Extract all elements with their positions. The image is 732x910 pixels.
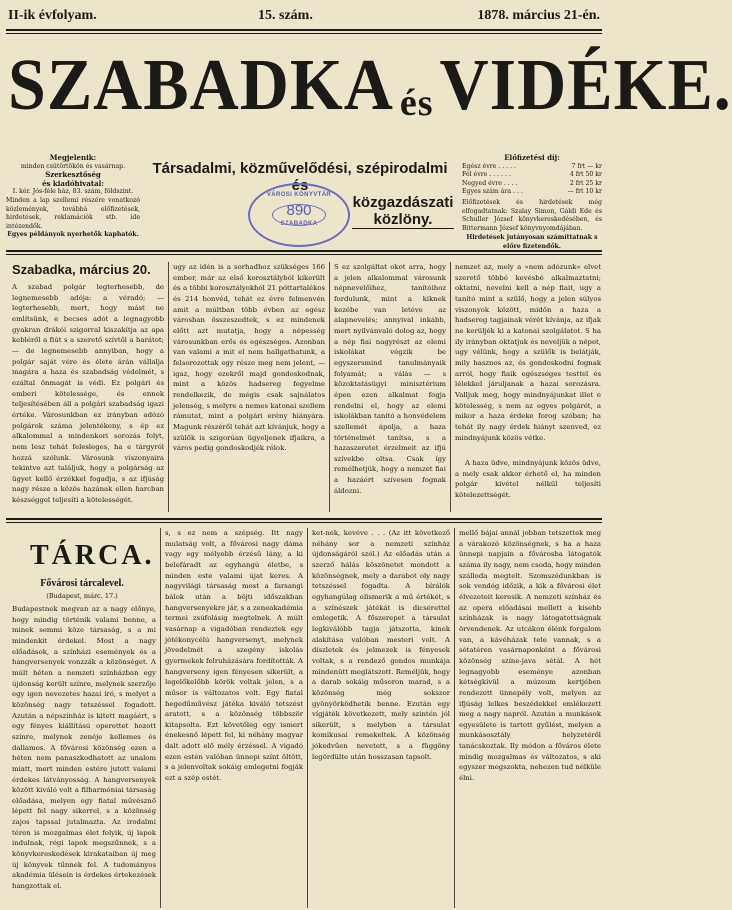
column-text: A haza üdve, mindnyájunk közös üdve, a mely csak akkor érhető el, ha minden polgár kivétel nélkül teljesíti kötelezettségét. (455, 459, 601, 499)
column-divider (160, 528, 161, 908)
price-label: Egész évre . . . . . (462, 162, 516, 170)
feuilleton-column-2 (165, 528, 303, 904)
issue-number: 15. szám. (258, 8, 313, 23)
publication-schedule: minden csütörtökön és vasárnap. (20, 162, 126, 170)
column-text: ugy az idén is a sorhadhoz szükséges 166 ember, már az első korosztályból kikerült és a többi korosztályokból 21 póttartalékos és 214 honvéd, tehát ez évre felmenvén amit a múltban több évben az egész városban összeszedtek, s ez mindenek előtt azt mutatja, hogy a népesség városunkban erős és egészséges. Azonban van valami a mit el nem hallgathatunk, a felsorozottak egy része meg nem jelent, — igaz, hogy ezekről majd gondoskodnak, mint a közös hadsereg fegyelme rendelkezik, de mégis csak sajnálatos jelenség, s melyre a nemes katonai szellem rámutat, mint a polgári erény hiányára. Magunk részéről tehát azt kívánjuk, hogy a szülők is szigorúan ügyeljenek ifjaikra, a város pedig gondoskodjék rólok. (173, 263, 325, 453)
masthead (8, 42, 732, 126)
single-copy-notice: Egyes példányok nyerhetők kaphatók. (7, 231, 139, 239)
column-text: nemzet az, mely a »nem adózunk« elvet szerető többé kevésbé alkalmaztatni; oktatni, nevelni kell a nép fiait, ugy a tanító mint a szülő, hogy a jelen súlyos viszonyok között, midőn a haza a hadsereg tagjainak vérét kívánja, az ifjak ne kerüljék ki a katonai szolgálatot. S ha ily irányban oktatjuk és neveljük a népet, ugy vélünk, hogy a szülők is belátják, mily hasznos az, és gondoskodni fognak arról, hogy fiaik egészséges testtel és lélekkel járuljanak a hazai sorozásra. Valljuk meg, hogy mindnyájunkat illet e kötelesség, s nem az egyes polgárét, a mikor a haza érdeke forog szóban; ha tehát ily nagy érdek hiányt szenved, ez mindnyájunk közös vétke. (455, 263, 601, 442)
feuilleton-column-3 (312, 528, 450, 904)
subscription-places: Előfizetések és hirdetések még elfogadtatnak: Szalay Simon, Gáldi Ede és Schuller József könyvkereskedésében, és Bittermann József könyvnyomdájában. (462, 198, 602, 232)
masthead-bottom-rule-thin (6, 254, 602, 255)
price-row (462, 180, 602, 189)
column-divider (307, 528, 308, 908)
office-notice: Minden a lap szellemi részére vonatkozó közlemények, továbbá előfizetések, hirdetések, reklamációk stb. ide intézendők. (6, 196, 140, 230)
price-value: 2 frt 25 kr (569, 179, 602, 187)
stamp-number: 890 (286, 202, 312, 219)
publication-info (6, 154, 140, 240)
library-stamp (248, 183, 350, 247)
column-text: Budapestnek megvan az a nagy előnye, hogy mindig történik valami benne, a minek semmi köze társaság, s a mi mindenkit érdekel. Most a nagy előadások, a színházi események és a hangversenyek vonzzák a közönséget. A múlt héten a nemzeti színházban egy újdonság került színre, melynek szerzője egy igen nevezetes hazai író, s melyet a közönség nagy tetszéssel fogadott. Azután a népszínház is kitett magáért, s egy fényes kiállítású operettet hozott színre, melynek zenéje kellemes és dallamos. A fővárosi közönség ezen a héten nem panaszkodhatott az unalom miatt, mert minden estére jutott valami érdekes látványosság. A hangversenyek között kiváló volt a filharmóniai társaság előadása, melyen egy fiatal művésznő lépett fel nagy sikerrel, s a közönség zajos tapssal jutalmazta. Az irodalmi téren is mozgalmas élet folyik, új lapok indulnak, régi lapok megszűnnek, s a könyvkereskedések kirakataiban új meg új könyvek tűnnek fel. A tudományos akadémia ülésein is érdekes értekezések hangzottak el. (12, 605, 156, 891)
subtitle-line2: közgazdászati közlöny. (352, 194, 454, 228)
column-divider (329, 262, 330, 512)
tarca-title: TÁRCA. (30, 540, 155, 571)
header-rule (6, 29, 602, 31)
article-column-4-end (455, 458, 601, 510)
masthead-bottom-rule (6, 250, 602, 252)
price-value: 7 frt — kr (571, 162, 602, 170)
article-column-2 (173, 262, 325, 510)
tarca-place: (Budapest, márc. 17.) (46, 592, 118, 600)
price-label: Fél évre . . . . . . (462, 171, 511, 179)
publication-heading: Megjelenik: (49, 153, 97, 162)
column-text: A szabad polgár legterhesebb, de legnemesebb adója: a véradó; — legterhesebb, mert, hogy mást ne említsünk, e becses adót a legnagyobb gyakran drákói szigorral kiszakítja az apa kebléről a fiút s a szerető szívtől a barátot; — de legnemesebb annyiban, hogy a polgár saját vére és élete árán vállalja magára a haza és szabadság védelmét, s ezáltal önmagát is védi. Ez polgári és emberi kötelessége, és ennek teljesítésében áll a polgári szabadság igazi értéke. Városunkban ez irányban adózó polgárok száma jelentékeny, s ép ez alkalommal a mindenkori sorozás folyt, nem lesz tehát felesleges, ha e tárgyról hozzá szólunk. Városunk viszonyaira tekintve azt találjuk, hogy a polgárság az ügyet kellő érzékkel fogadja, s az ifjúság nagy része a közös hazának ellen harcban készséggel teljesíti a kötelességét. (12, 283, 164, 505)
editorial-heading: Szerkesztőség (45, 170, 101, 180)
subtitle-rule (352, 228, 454, 229)
price-value: — frt 10 kr (567, 188, 602, 196)
price-row (462, 188, 602, 197)
column-text: s, s ez nem a szépség. Itt nagy mulatság volt, a fővárosi nagy dáma vagy egy mélyebb érzésű lány, a ki belefáradt az egyhangú életbe, s minden este valami újat keres. A nagyvilági társaság most a farsangi bálok után a böjti időszakban hangversenyekre jár, s a zeneakadémia termei zsúfolásig megtelnek. A múlt vasárnap a vigadóban rendeztek egy jótékonycélú hangversenyt, melynek jövedelmét a szegény iskolás gyermekek felruházására fordították. A hangverseny igen fényesen sikerült, a legelőkelőbb körök voltak jelen, s a műsor is változatos volt. Egy fiatal hegedűművész játéka kiváló tetszést aratott, s a közönség többször kitapsolta. Ezt követőleg egy ismert énekesnő lépett fel, ki néhány magyar dalt adott elő mély érzéssel. A vigadó ezen estén valóban ünnepi színt öltött, s a jelenvoltak sokáig emlegetni fogják ezt a szép estét. (165, 529, 303, 783)
subscription-heading: Előfizetési díj: (504, 153, 560, 162)
tarca-subtitle: Fővárosi tárcalevel. (40, 578, 124, 589)
price-row (462, 163, 602, 172)
column-text: ket-nek, kevéve . . . (Az itt következő néhány sor a nemzeti színház újdonságáról szól.) Az előadás után a szerző hálás köszönetet mondott a közönségnek, mely a darabot oly nagy tetszéssel fogadta. A bírálók egyhangúlag elismerik a mű értékét, s a színészek játékát is dicsérettel emlegetik. A főszerepet a társulat legkiválóbb tagja játszotta, kinek alakítása valóban mesteri volt. A díszletek és jelmezek is fényesek voltak, s a rendező gondos munkája mindenütt meglátszott. Reméljük, hogy a darab sokáig műsoron marad, s a közönség még sokszor gyönyörködhetik benne. Ezután egy vígjáték következett, mely szintén jól sikerült, s melyben a társulat komikusai remekeltek. A közönség jókedvűen nevetett, s a függöny legördülte után hosszasan tapsolt. (312, 529, 450, 761)
subscription-info (462, 154, 602, 252)
article-column-3 (334, 262, 446, 510)
feuilleton-column-1 (12, 604, 156, 904)
price-label: Negyed évre . . . . (462, 179, 518, 187)
office-address: I. kér. Jós-féle ház, 83. szám, földszint. (12, 188, 134, 196)
price-row (462, 171, 602, 180)
column-divider (454, 528, 455, 908)
issue-date: 1878. március 21-én. (477, 8, 600, 23)
header-rule-thin (6, 33, 602, 34)
column-text: S ez szolgáltat okot arra, hogy a jelen alkalommal városunk népnevelőihez, tanítóihoz fordulunk, mint a kiknek kezébe van letéve az alapnevelés; annyival inkább, mert nyilvánvaló dolog az, hogy a nép fiai nagyrészt az elemi iskolákat végzik be egyszersmind tanulmányaik folyamát; a válás — s közoktatásügyi minisztérium épen ezen alkalmat fogja rendelni el, hogy az elemi iskolákban tanító a honvédelem szellemét ápolja, a haza történelmét tanítsa, s a hazaszeretet érzelmeit az ifjú szívekbe oltsa. Csak így remélhetjük, hogy a nemzet fiai a hazáért szívesen fognak áldozni. (334, 263, 446, 495)
masthead-title-left: SZABADKA (8, 42, 394, 126)
ads-notice: Hirdetések jutányosan számíttatnak s előre fizetendők. (466, 234, 598, 250)
section-rule (6, 518, 602, 520)
article-column-4 (455, 262, 601, 448)
article-column-1 (12, 282, 164, 510)
stamp-bottom-text: SZABADKA (280, 221, 318, 227)
article-dateline: Szabadka, március 20. (12, 262, 151, 277)
stamp-top-text: VÁROSI KÖNYVTÁR (266, 192, 332, 198)
masthead-title-right: VIDÉKE. (439, 42, 732, 126)
section-rule-thin (6, 522, 602, 523)
feuilleton-column-4 (459, 528, 601, 904)
masthead-conjunction: és (399, 82, 434, 125)
column-divider (450, 262, 451, 512)
stamp-inner-ring (272, 204, 326, 226)
volume-label: II-ik évfolyam. (8, 8, 97, 23)
office-heading: és kiadóhivatal: (42, 178, 104, 188)
subtitle-line1: Társadalmi, közművelődési, szépirodalmi és (152, 160, 448, 194)
price-label: Egyes szám ára . . . (462, 188, 523, 196)
price-value: 4 frt 50 kr (569, 171, 602, 179)
column-text: mellő bájai annál jobban tetszettek meg a várakozó közönségnek, s ha a haza ünnepi napjain a fővárosba látogatók száma ily nagy, nem csoda, hogy minden szálloda megtelt. Szomszédunkban is sok vendég időzik, a kik a fővárosi élet élvezeteit keresik. A nemzeti színház és az opera előadásai mellett a kisebb színházak is nagy látogatottságnak örvendenek. Az utcákon élénk forgalom van, a kávéházak tele vannak, s a sétatéren vasárnaponként a fővárosi közönség színe-java sétál. A hét legnagyobb eseménye azonban kétségkívül a múzeum kertjében rendezett ünnepély volt, melyen az ifjúság lelkes beszédekkel emlékezett meg a nagy napról. Azután a munkások egyesülete is tartott gyűlést, melyen a munkásosztály helyzetéről tanácskoztak. Ily módon a főváros élete mindig mozgalmas és változatos, s aki egyszer megszokta, nehezen tud nélküle élni. (459, 529, 601, 783)
column-divider (168, 262, 169, 512)
